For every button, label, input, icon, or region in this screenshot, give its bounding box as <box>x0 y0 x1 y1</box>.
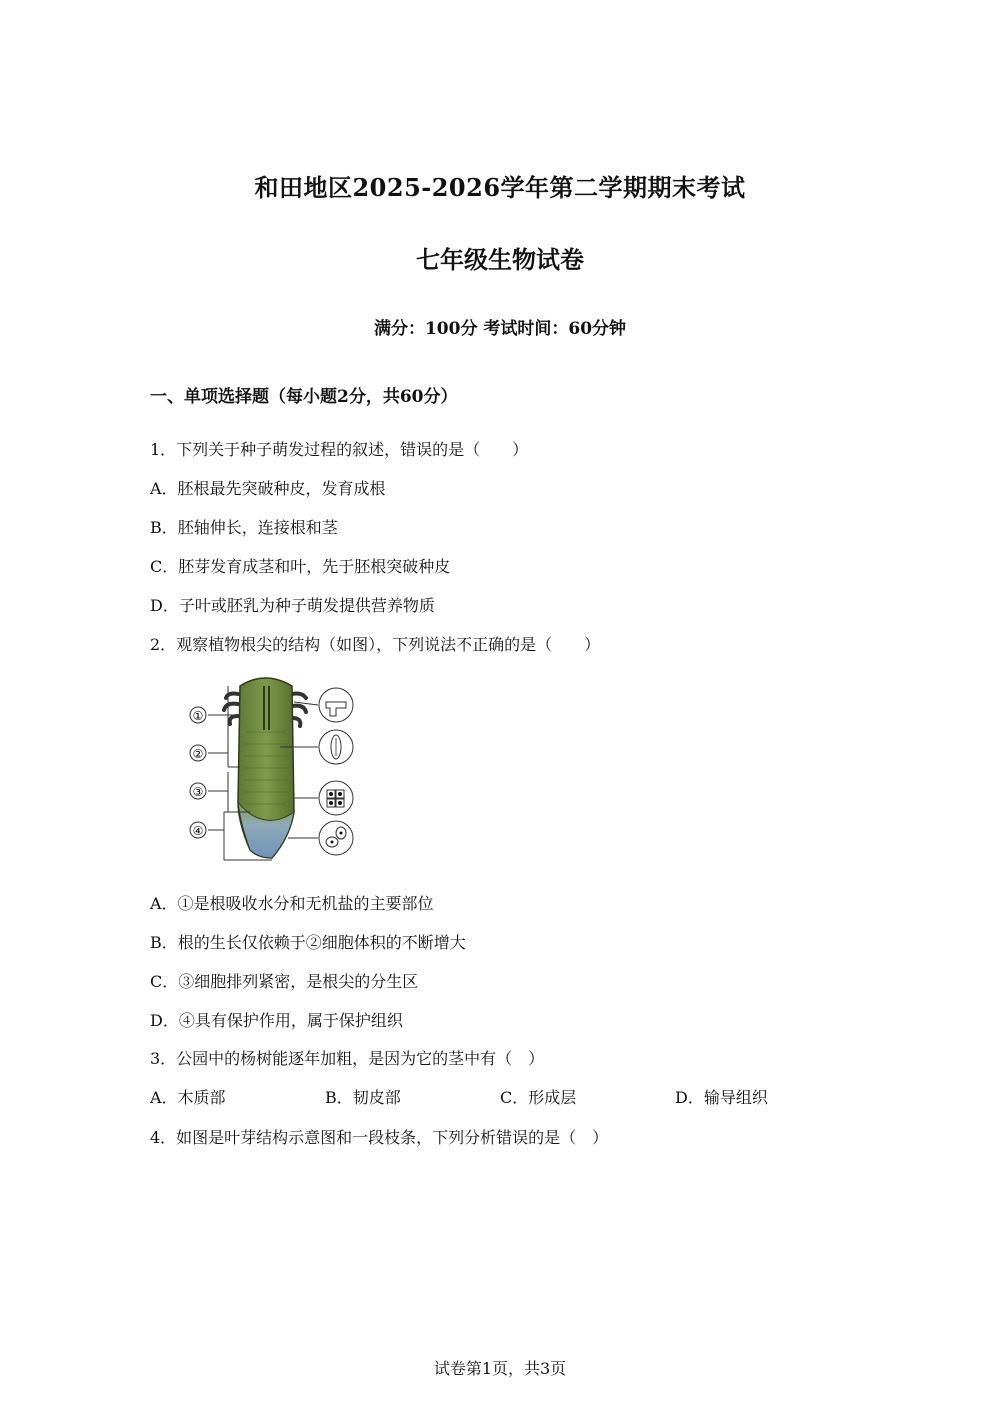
svg-text:②: ② <box>192 747 204 761</box>
figure-label-3 <box>190 783 206 799</box>
exam-subtitle: 七年级生物试卷 <box>416 245 584 274</box>
question-1-option-a: A．胚根最先突破种皮，发育成根 <box>150 479 386 498</box>
question-1-option-d: D．子叶或胚乳为种子萌发提供营养物质 <box>150 596 435 615</box>
svg-text:④: ④ <box>192 824 204 838</box>
question-3-option-a: A．木质部 <box>150 1088 226 1107</box>
question-4-stem: 4．如图是叶芽结构示意图和一段枝条，下列分析错误的是（ ） <box>150 1128 609 1147</box>
question-3-stem: 3．公园中的杨树能逐年加粗，是因为它的茎中有（ ） <box>150 1049 545 1068</box>
question-2-option-c: C．③细胞排列紧密，是根尖的分生区 <box>150 972 419 991</box>
exam-meta: 满分：100分 考试时间：60分钟 <box>373 319 627 339</box>
root-tip-figure <box>180 672 370 867</box>
question-1-option-b: B．胚轴伸长，连接根和茎 <box>150 518 338 537</box>
figure-label-4 <box>190 822 206 838</box>
figure-label-2 <box>190 745 206 761</box>
root-tip-diagram <box>180 672 370 867</box>
exam-title: 和田地区2025-2026学年第二学期期末考试 <box>254 173 746 202</box>
question-3-option-b: B．韧皮部 <box>325 1088 401 1107</box>
page-footer: 试卷第1页，共3页 <box>433 1359 567 1378</box>
figure-label-1 <box>190 707 206 723</box>
svg-text:①: ① <box>192 709 204 723</box>
section-heading: 一、单项选择题（每小题2分，共60分） <box>150 387 458 407</box>
question-1-option-c: C．胚芽发育成茎和叶，先于胚根突破种皮 <box>150 557 451 576</box>
cell-inset-cap <box>288 821 353 855</box>
question-2-option-d: D．④具有保护作用，属于保护组织 <box>150 1011 403 1030</box>
question-3-option-c: C．形成层 <box>500 1088 577 1107</box>
svg-text:③: ③ <box>192 785 204 799</box>
question-3-option-d: D．输导组织 <box>675 1088 768 1107</box>
question-1-stem: 1．下列关于种子萌发过程的叙述，错误的是（ ） <box>150 440 529 459</box>
question-2-option-b: B．根的生长仅依赖于②细胞体积的不断增大 <box>150 933 466 952</box>
cell-inset-meristem <box>294 781 353 815</box>
question-2-stem: 2．观察植物根尖的结构（如图），下列说法不正确的是（ ） <box>150 635 601 654</box>
question-2-option-a: A．①是根吸收水分和无机盐的主要部位 <box>150 894 434 913</box>
